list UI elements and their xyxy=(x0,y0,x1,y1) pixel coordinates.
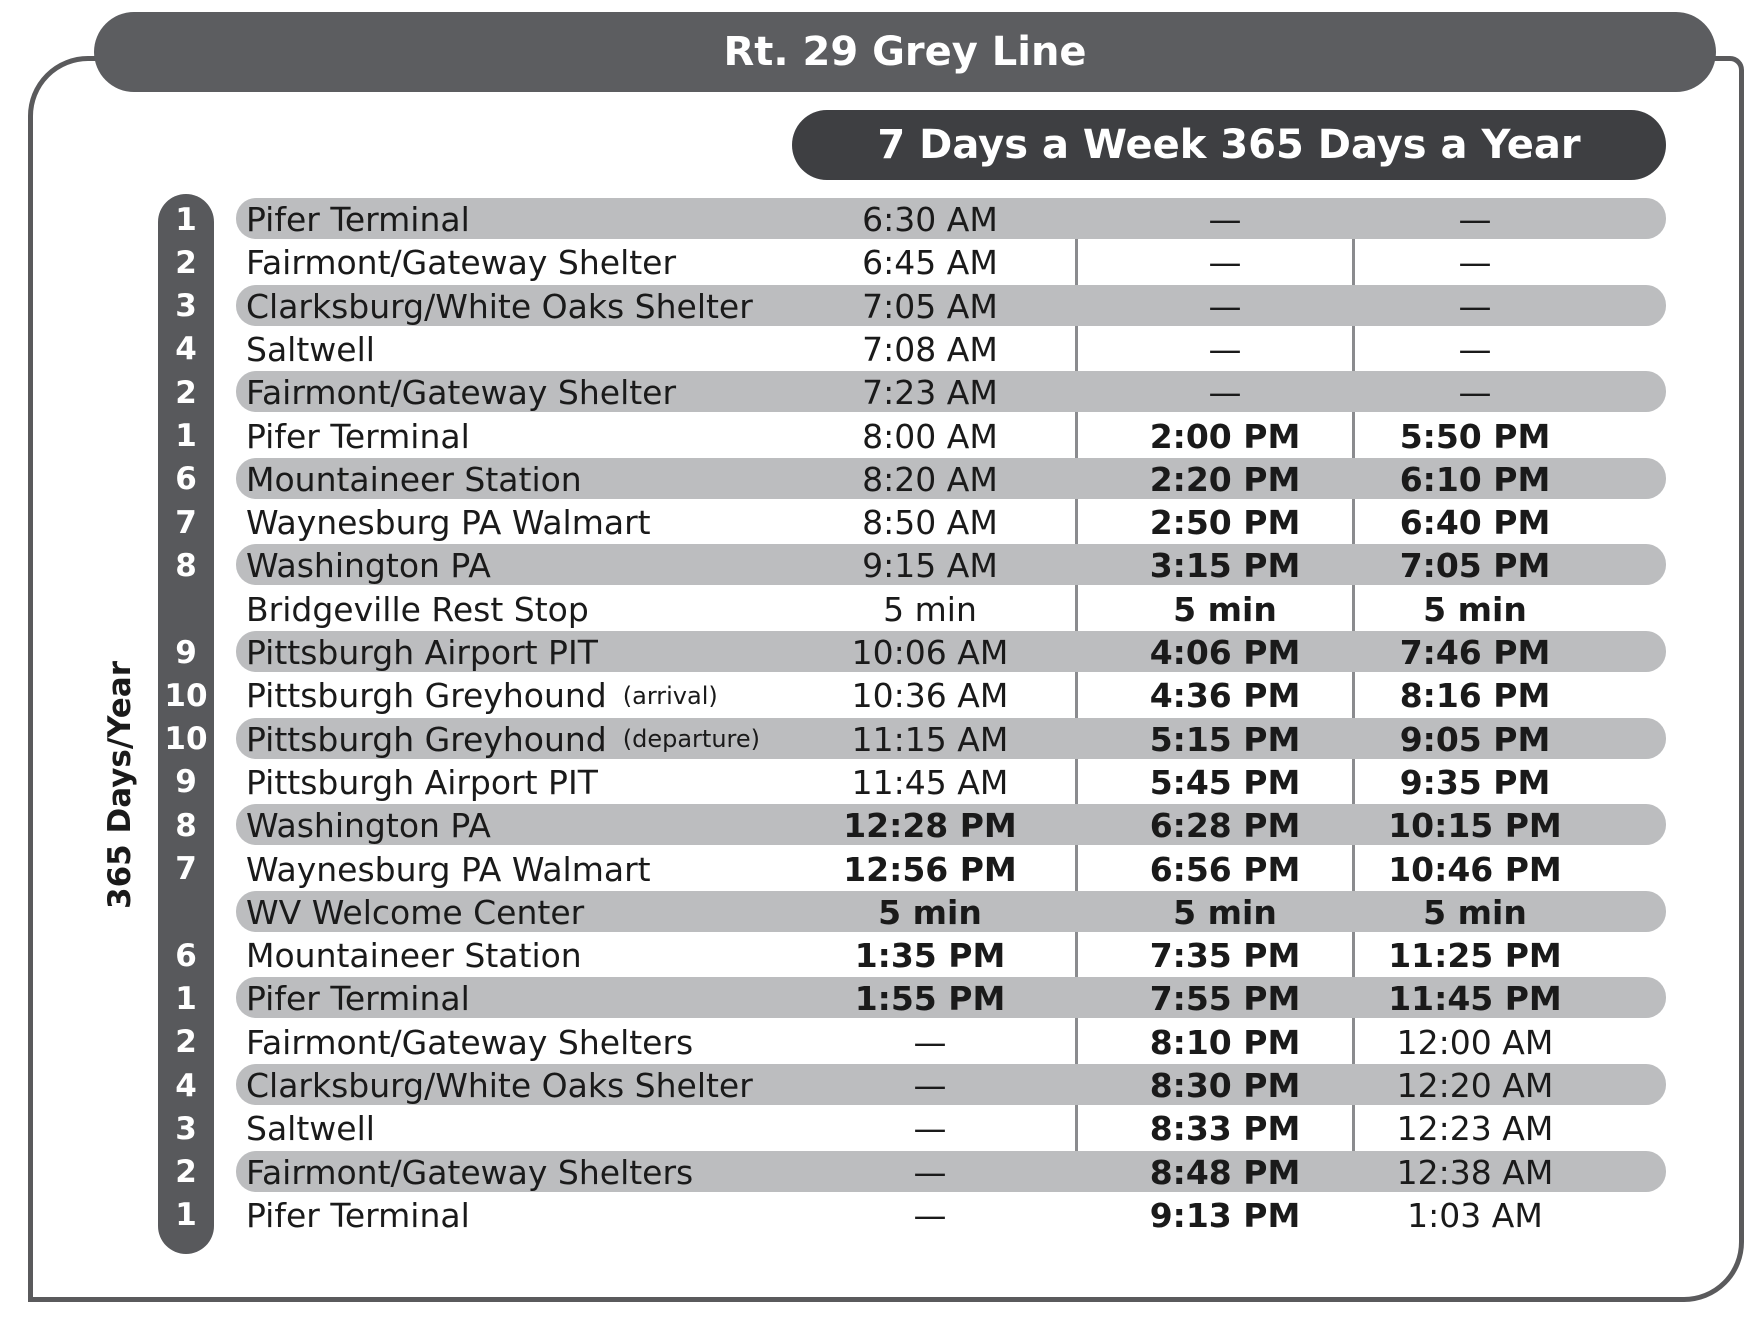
stop-number: 10 xyxy=(164,721,208,758)
departure-time: 1:03 AM xyxy=(1407,1195,1543,1235)
departure-time: 12:56 PM xyxy=(843,849,1017,889)
stop-name xyxy=(246,1064,753,1107)
stop-name xyxy=(246,934,582,977)
stop-number: 1 xyxy=(175,980,197,1017)
schedule-row xyxy=(0,891,1764,934)
schedule-row xyxy=(0,1064,1764,1107)
departure-time: 12:38 AM xyxy=(1396,1152,1554,1192)
departure-time: 12:28 PM xyxy=(843,806,1017,846)
departure-time: — xyxy=(913,1152,947,1192)
departure-time: 10:06 AM xyxy=(851,633,1009,672)
departure-time: 11:25 PM xyxy=(1388,936,1562,976)
departure-time: 9:15 AM xyxy=(862,546,998,586)
departure-time: 9:05 PM xyxy=(1399,719,1551,759)
schedule-row xyxy=(0,631,1764,674)
stop-name xyxy=(246,718,760,761)
departure-time: 8:33 PM xyxy=(1149,1109,1301,1149)
side-label: 365 Days/Year xyxy=(102,660,138,909)
schedule-row xyxy=(0,761,1764,804)
departure-time: — xyxy=(1458,200,1492,239)
departure-time: 6:10 PM xyxy=(1399,459,1551,499)
stop-name-text: Fairmont/Gateway Shelter xyxy=(246,373,677,413)
stop-name-text: Waynesburg PA Walmart xyxy=(246,503,651,543)
departure-time: — xyxy=(1208,329,1242,369)
departure-time: 4:06 PM xyxy=(1149,633,1301,672)
stop-name xyxy=(246,761,598,804)
departure-time: 5 min xyxy=(878,892,982,932)
departure-time: 8:20 AM xyxy=(862,459,998,499)
departure-time: 10:46 PM xyxy=(1388,849,1562,889)
departure-time: — xyxy=(1458,329,1492,369)
stop-name xyxy=(246,631,598,674)
departure-time: — xyxy=(1208,286,1242,326)
departure-time: 6:45 AM xyxy=(862,243,998,283)
stop-name xyxy=(246,588,589,631)
departure-time: 6:40 PM xyxy=(1399,503,1551,543)
stop-name xyxy=(246,198,470,241)
stop-name xyxy=(246,848,651,891)
departure-time: 3:15 PM xyxy=(1149,546,1301,586)
departure-time: 8:00 AM xyxy=(862,416,998,456)
departure-time: — xyxy=(1458,286,1492,326)
schedule-row xyxy=(0,1107,1764,1150)
departure-time: 11:15 AM xyxy=(851,719,1009,759)
stop-name xyxy=(246,674,718,717)
departure-time: 5 min xyxy=(1173,589,1277,629)
stop-name-text: Mountaineer Station xyxy=(246,459,582,499)
schedule-row xyxy=(0,198,1764,241)
departure-time: 12:23 AM xyxy=(1396,1109,1554,1149)
stop-name-text: Pifer Terminal xyxy=(246,416,470,456)
stop-name xyxy=(246,328,375,371)
stop-name xyxy=(246,544,491,587)
departure-time: — xyxy=(1208,243,1242,283)
schedule-row xyxy=(0,501,1764,544)
departure-time: 8:48 PM xyxy=(1149,1152,1301,1192)
stop-number: 10 xyxy=(164,677,208,714)
departure-time: 1:35 PM xyxy=(854,936,1006,976)
departure-time: 11:45 PM xyxy=(1388,979,1562,1019)
stop-number: 4 xyxy=(175,1067,197,1104)
schedule-row xyxy=(0,1194,1764,1237)
stop-note: (arrival) xyxy=(622,681,718,710)
schedule-row xyxy=(0,328,1764,371)
stop-number xyxy=(158,588,214,631)
stop-name xyxy=(246,458,582,501)
departure-time: — xyxy=(913,1109,947,1149)
departure-time: 7:05 AM xyxy=(862,286,998,326)
stop-name-text: Fairmont/Gateway Shelters xyxy=(246,1152,694,1192)
departure-time: 4:36 PM xyxy=(1149,676,1301,716)
departure-time: — xyxy=(913,1066,947,1105)
departure-time: 6:30 AM xyxy=(862,200,998,239)
stop-name-text: Washington PA xyxy=(246,546,491,586)
departure-time: 5 min xyxy=(883,589,977,629)
stop-name xyxy=(246,804,491,847)
schedule-row xyxy=(0,804,1764,847)
departure-time: 12:00 AM xyxy=(1396,1022,1554,1062)
stop-name-text: Pifer Terminal xyxy=(246,1195,470,1235)
stop-name xyxy=(246,501,651,544)
stop-name xyxy=(246,1021,693,1064)
stop-name xyxy=(246,241,676,284)
stop-name-text: WV Welcome Center xyxy=(246,892,585,932)
departure-time: 12:20 AM xyxy=(1396,1066,1554,1105)
departure-time: 8:10 PM xyxy=(1149,1022,1301,1062)
departure-time: 7:23 AM xyxy=(862,373,998,413)
stop-name xyxy=(246,1151,693,1194)
stop-name-text: Fairmont/Gateway Shelters xyxy=(246,1022,694,1062)
stop-number: 4 xyxy=(175,331,197,368)
departure-time: 5 min xyxy=(1173,892,1277,932)
stop-name-text: Pifer Terminal xyxy=(246,979,470,1019)
stop-name-text: Pittsburgh Greyhound xyxy=(246,719,607,759)
departure-time: 8:30 PM xyxy=(1149,1066,1301,1105)
schedule-row xyxy=(0,415,1764,458)
stop-number: 2 xyxy=(175,374,197,411)
stop-number: 2 xyxy=(175,1154,197,1191)
stop-number: 2 xyxy=(175,1024,197,1061)
schedule-row xyxy=(0,1151,1764,1194)
departure-time: 8:16 PM xyxy=(1399,676,1551,716)
departure-time: — xyxy=(913,1022,947,1062)
stop-name xyxy=(246,891,584,934)
departure-time: 7:08 AM xyxy=(862,329,998,369)
stop-number: 9 xyxy=(175,764,197,801)
departure-time: — xyxy=(1458,243,1492,283)
departure-time: — xyxy=(1458,373,1492,413)
stop-name-text: Saltwell xyxy=(246,329,375,369)
departure-time: 5:50 PM xyxy=(1399,416,1551,456)
departure-time: 7:05 PM xyxy=(1399,546,1551,586)
schedule-row xyxy=(0,977,1764,1020)
stop-number: 9 xyxy=(175,634,197,671)
stop-name xyxy=(246,371,676,414)
departure-time: 9:35 PM xyxy=(1399,762,1551,802)
stop-number xyxy=(158,891,214,934)
stop-number: 8 xyxy=(175,547,197,584)
stop-name-text: Clarksburg/White Oaks Shelter xyxy=(246,1066,753,1105)
schedule-row xyxy=(0,544,1764,587)
departure-time: 10:36 AM xyxy=(851,676,1009,716)
stop-name xyxy=(246,285,753,328)
schedule-row xyxy=(0,1021,1764,1064)
stop-number: 3 xyxy=(175,1110,197,1147)
stop-name-text: Bridgeville Rest Stop xyxy=(246,589,589,629)
departure-time: 8:50 AM xyxy=(862,503,998,543)
schedule-row xyxy=(0,848,1764,891)
departure-time: 5:45 PM xyxy=(1149,762,1301,802)
stop-number: 1 xyxy=(175,418,197,454)
stop-number: 3 xyxy=(175,288,197,325)
departure-time: — xyxy=(913,1195,947,1235)
stop-number: 1 xyxy=(175,201,197,238)
departure-time: 7:55 PM xyxy=(1149,979,1301,1019)
stop-name xyxy=(246,415,470,458)
schedule-row xyxy=(0,458,1764,501)
departure-time: 6:28 PM xyxy=(1149,806,1301,846)
schedule-row xyxy=(0,241,1764,284)
departure-time: — xyxy=(1208,200,1242,239)
stop-note: (departure) xyxy=(622,725,761,754)
departure-time: 6:56 PM xyxy=(1149,849,1301,889)
stop-number: 8 xyxy=(175,807,197,844)
departure-time: 9:13 PM xyxy=(1149,1195,1301,1235)
departure-time: 5 min xyxy=(1423,589,1527,629)
stop-name xyxy=(246,1194,470,1237)
stop-number: 6 xyxy=(175,937,197,974)
stop-name-text: Saltwell xyxy=(246,1109,375,1149)
departure-time: 7:35 PM xyxy=(1149,936,1301,976)
schedule-row xyxy=(0,588,1764,631)
stop-number: 2 xyxy=(175,244,197,281)
schedule-row xyxy=(0,934,1764,977)
stop-name-text: Fairmont/Gateway Shelter xyxy=(246,243,677,283)
schedule-row xyxy=(0,371,1764,414)
service-days-banner: 7 Days a Week 365 Days a Year xyxy=(792,110,1666,180)
departure-time: 11:45 AM xyxy=(851,762,1009,802)
schedule-row xyxy=(0,674,1764,717)
departure-time: 1:55 PM xyxy=(854,979,1006,1019)
stop-name xyxy=(246,977,470,1020)
stop-name-text: Washington PA xyxy=(246,806,491,846)
stop-name-text: Pittsburgh Airport PIT xyxy=(246,633,598,672)
stop-number: 1 xyxy=(175,1197,197,1234)
stop-number: 7 xyxy=(175,851,197,887)
stop-name-text: Pittsburgh Greyhound xyxy=(246,676,607,716)
departure-time: 2:50 PM xyxy=(1149,503,1301,543)
stop-name-text: Clarksburg/White Oaks Shelter xyxy=(246,286,753,326)
departure-time: 10:15 PM xyxy=(1388,806,1562,846)
departure-time: — xyxy=(1208,373,1242,413)
stop-name-text: Waynesburg PA Walmart xyxy=(246,849,651,889)
route-title: Rt. 29 Grey Line xyxy=(94,12,1716,92)
stop-name-text: Pittsburgh Airport PIT xyxy=(246,762,598,802)
schedule-row xyxy=(0,718,1764,761)
departure-time: 5 min xyxy=(1423,892,1527,932)
stop-number: 7 xyxy=(175,504,197,541)
stop-name-text: Mountaineer Station xyxy=(246,936,582,976)
schedule-row xyxy=(0,285,1764,328)
departure-time: 2:20 PM xyxy=(1149,459,1301,499)
departure-time: 5:15 PM xyxy=(1149,719,1301,759)
departure-time: 2:00 PM xyxy=(1149,416,1301,456)
stop-name xyxy=(246,1107,375,1150)
stop-name-text: Pifer Terminal xyxy=(246,200,470,239)
departure-time: 7:46 PM xyxy=(1399,633,1551,672)
stop-number: 6 xyxy=(175,461,197,498)
